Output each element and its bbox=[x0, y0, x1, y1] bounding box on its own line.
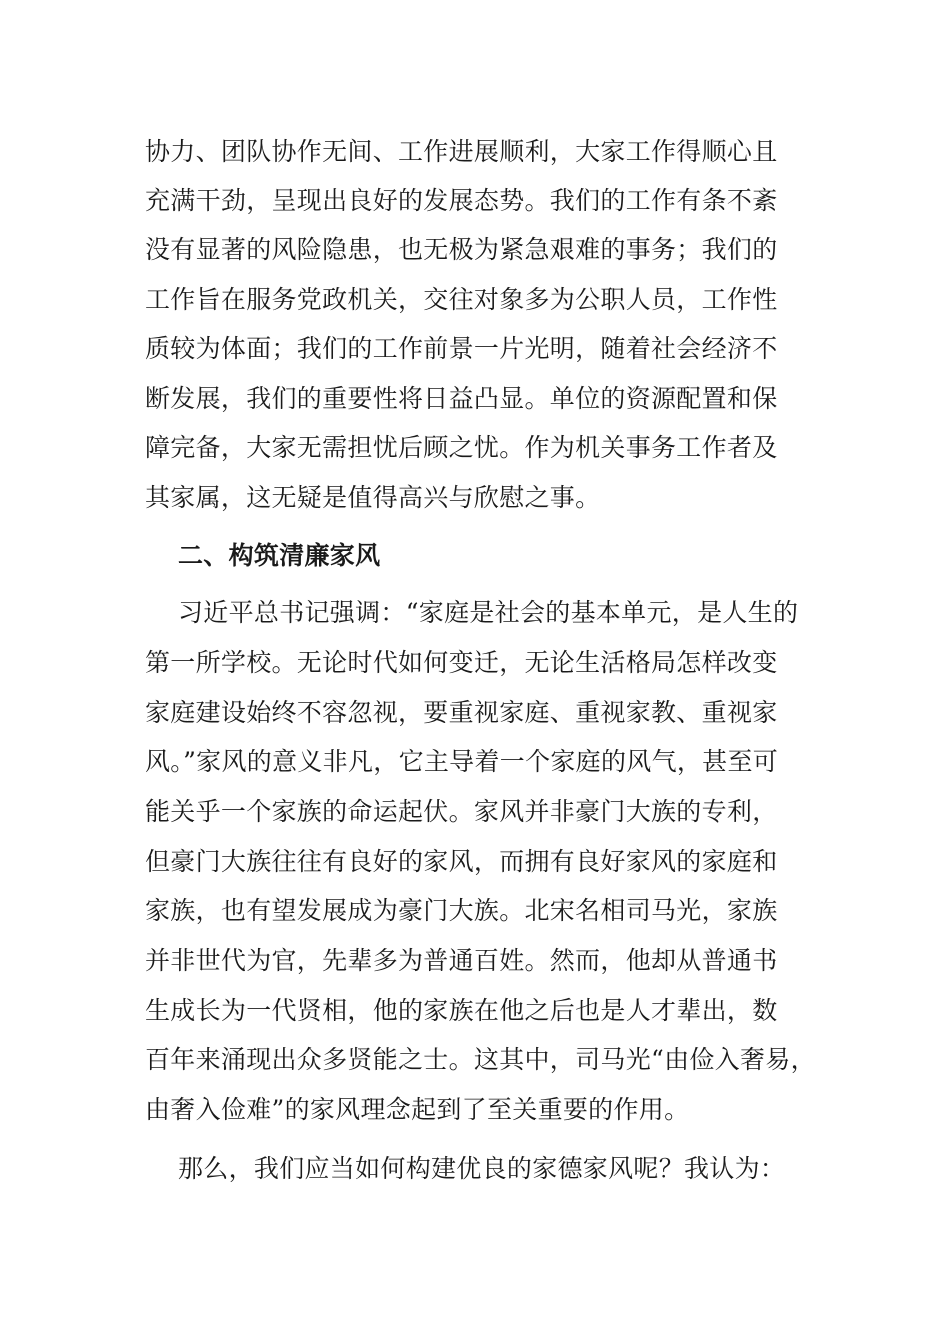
paragraph-2-line-1: 习近平总书记强调：“家庭是社会的基本单元，是人生的 bbox=[178, 598, 799, 627]
paragraph-1-line-2: 充满干劲，呈现出良好的发展态势。我们的工作有条不紊 bbox=[145, 186, 778, 215]
paragraph-2-line-5: 能关乎一个家族的命运起伏。家风并非豪门大族的专利， bbox=[145, 797, 778, 826]
paragraph-1-line-8: 其家属，这无疑是值得高兴与欣慰之事。 bbox=[145, 483, 601, 512]
paragraph-1-line-1: 协力、团队协作无间、工作进展顺利，大家工作得顺心且 bbox=[145, 137, 778, 166]
paragraph-3-line-1: 那么，我们应当如何构建优良的家德家风呢？我认为： bbox=[178, 1154, 786, 1183]
paragraph-2-line-4: 风。”家风的意义非凡，它主导着一个家庭的风气，甚至可 bbox=[145, 747, 779, 776]
paragraph-2-line-3: 家庭建设始终不容忽视，要重视家庭、重视家教、重视家 bbox=[145, 698, 778, 727]
paragraph-2-line-11: 由奢入俭难”的家风理念起到了至关重要的作用。 bbox=[145, 1095, 690, 1124]
paragraph-1-line-6: 断发展，我们的重要性将日益凸显。单位的资源配置和保 bbox=[145, 384, 778, 413]
paragraph-1-line-7: 障完备，大家无需担忧后顾之忧。作为机关事务工作者及 bbox=[145, 433, 778, 462]
paragraph-1-line-5: 质较为体面；我们的工作前景一片光明，随着社会经济不 bbox=[145, 334, 778, 363]
paragraph-2-line-8: 并非世代为官，先辈多为普通百姓。然而，他却从普通书 bbox=[145, 946, 778, 975]
paragraph-2-line-2: 第一所学校。无论时代如何变迁，无论生活格局怎样改变 bbox=[145, 648, 778, 677]
section-heading: 二、构筑清廉家风 bbox=[178, 541, 381, 570]
paragraph-1-line-3: 没有显著的风险隐患，也无极为紧急艰难的事务；我们的 bbox=[145, 235, 778, 264]
paragraph-2-line-9: 生成长为一代贤相，他的家族在他之后也是人才辈出，数 bbox=[145, 996, 778, 1025]
paragraph-2-line-10: 百年来涌现出众多贤能之士。这其中，司马光“由俭入奢易， bbox=[145, 1045, 816, 1074]
paragraph-2-line-6: 但豪门大族往往有良好的家风，而拥有良好家风的家庭和 bbox=[145, 847, 778, 876]
paragraph-1-line-4: 工作旨在服务党政机关，交往对象多为公职人员，工作性 bbox=[145, 285, 778, 314]
paragraph-2-line-7: 家族，也有望发展成为豪门大族。北宋名相司马光，家族 bbox=[145, 896, 778, 925]
